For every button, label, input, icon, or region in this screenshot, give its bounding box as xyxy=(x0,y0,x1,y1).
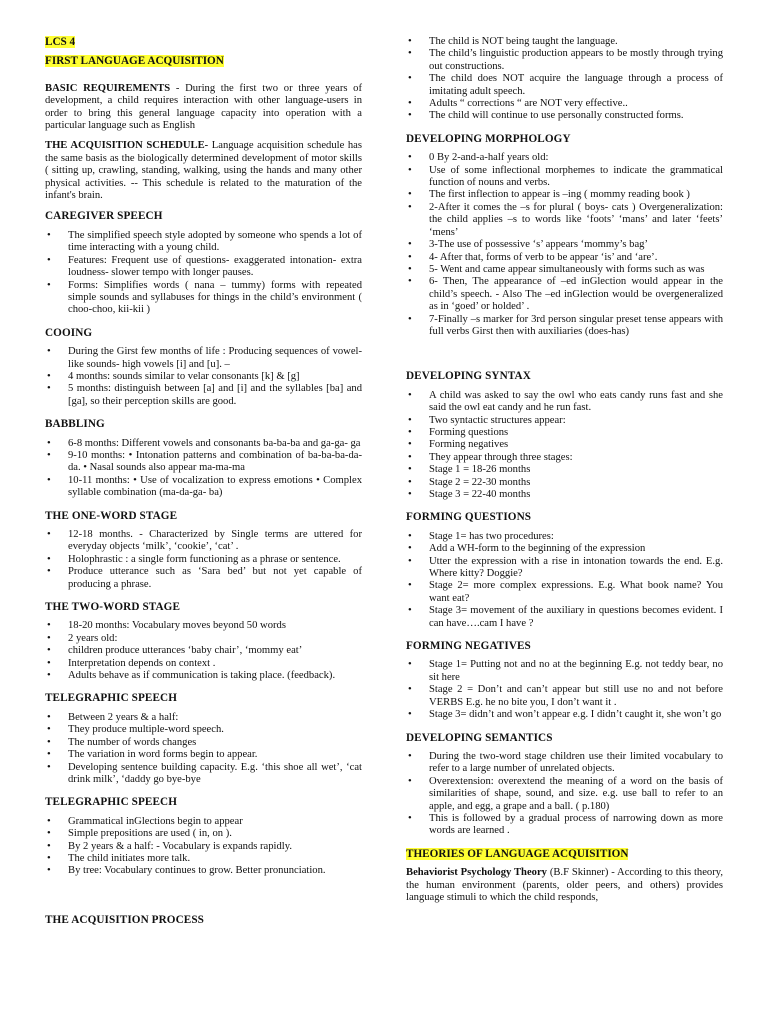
list-item: • The child initiates more talk. xyxy=(45,853,362,865)
list-item: • 4 months: sounds similar to velar consonants [k] & [g] xyxy=(45,371,362,383)
questions-heading: FORMING QUESTIONS xyxy=(406,511,532,524)
list-item: • 0 By 2-and-a-half years old: xyxy=(406,152,723,164)
morphology-heading: DEVELOPING MORPHOLOGY xyxy=(406,132,571,145)
one-word-heading: THE ONE-WORD STAGE xyxy=(45,509,178,522)
caregiver-list xyxy=(45,230,362,317)
doc-title: FIRST LANGUAGE ACQUISITION xyxy=(45,55,224,68)
list-item: • Simple prepositions are used ( in, on ). xyxy=(45,828,362,840)
list-item: • 10-11 months: • Use of vocalization to express emotions • Complex syllable combination (ma-da-ga- ba) xyxy=(45,475,362,500)
two-word-list xyxy=(45,620,362,682)
list-item: • Forms: Simplifies words ( nana – tummy) forms with repeated simple sounds and syllabuses for things in the child’s environment ( choo-choo, kii-kii ) xyxy=(45,280,362,317)
list-item: • Stage 1 = 18-26 months xyxy=(406,464,723,476)
list-item: • The variation in word forms begin to appear. xyxy=(45,749,362,761)
list-item: • Adults “ corrections “ are NOT very effective.. xyxy=(406,98,723,110)
list-item: • They appear through three stages: xyxy=(406,452,723,464)
right-column xyxy=(406,36,723,912)
list-item: • Stage 1= has two procedures: xyxy=(406,531,723,543)
acquisition-process-list xyxy=(406,36,723,123)
acquisition-process-heading: THE ACQUISITION PROCESS xyxy=(45,913,204,926)
semantics-heading: DEVELOPING SEMANTICS xyxy=(406,731,553,744)
negatives-list xyxy=(406,659,723,721)
list-item: • 12-18 months. - Characterized by Single terms are uttered for everyday objects ‘milk’, ‘cookie’, ‘cat’ . xyxy=(45,529,362,554)
list-item: • Holophrastic : a single form functioning as a phrase or sentence. xyxy=(45,554,362,566)
behaviorist-paragraph: Behaviorist Psychology Theory (B.F Skinner) - According to this theory, the human environment (parents, older peers, and others) provides language stimuli to which the child responds, xyxy=(406,867,724,903)
list-item: • Add a WH-form to the beginning of the expression xyxy=(406,543,723,555)
list-item: • 5 months: distinguish between [a] and [i] and the syllables [ba] and [ga], so their perception skills are good. xyxy=(45,383,362,408)
list-item: • 5- Went and came appear simultaneously with forms such as was xyxy=(406,264,723,276)
acquisition-schedule-paragraph: THE ACQUISITION SCHEDULE- Language acquisition schedule has the same basis as the biologically determined development of motor skills ( sitting up, crawling, standing, walking, using the hands and many other physical activities. -- This schedule is related to the maturation of the infant's brain. xyxy=(45,140,362,202)
list-item: • The child does NOT acquire the language through a process of imitating adult speech. xyxy=(406,73,723,98)
list-item: • The child’s linguistic production appears to be mostly through trying out constructions. xyxy=(406,48,723,73)
list-item: • The first inflection to appear is –ing ( mommy reading book ) xyxy=(406,189,723,201)
list-item: • Stage 3= movement of the auxiliary in questions becomes evident. I can have….cam I have ? xyxy=(406,605,723,630)
list-item: • Utter the expression with a rise in intonation towards the end. E.g. Where kitty? Doggie? xyxy=(406,556,723,581)
list-item: • Produce utterance such as ‘Sara bed’ but not yet capable of producing a phrase. xyxy=(45,566,362,591)
list-item: • Adults behave as if communication is taking place. (feedback). xyxy=(45,670,362,682)
caregiver-heading: CAREGIVER SPEECH xyxy=(45,210,163,223)
list-item: • During the Girst few months of life : Producing sequences of vowel-like sounds- high vowels [i] and [u]. – xyxy=(45,346,362,371)
negatives-heading: FORMING NEGATIVES xyxy=(406,640,531,653)
list-item: • The child is NOT being taught the language. xyxy=(406,36,723,48)
syntax-list xyxy=(406,390,723,502)
telegraphic-heading-2: TELEGRAPHIC SPEECH xyxy=(45,796,178,809)
list-item: • Features: Frequent use of questions- exaggerated intonation- extra loudness- slower tempo with longer pauses. xyxy=(45,255,362,280)
list-item: • By 2 years & a half: - Vocabulary is expands rapidly. xyxy=(45,841,362,853)
questions-list xyxy=(406,531,723,630)
list-item: • Stage 1= Putting not and no at the beginning E.g. not teddy bear, no sit here xyxy=(406,659,723,684)
one-word-list xyxy=(45,529,362,591)
list-item: • This is followed by a gradual process of narrowing down as more words are learned . xyxy=(406,813,723,838)
left-column xyxy=(45,36,362,933)
list-item: • By tree: Vocabulary continues to grow. Better pronunciation. xyxy=(45,865,362,877)
morphology-list xyxy=(406,152,723,338)
list-item: • 2-After it comes the –s for plural ( boys- cats ) Overgeneralization: the child applies –s to words like ‘foots’ ‘mans’ and later ‘feets’ ‘mens’ xyxy=(406,202,723,239)
list-item: • Forming questions xyxy=(406,427,723,439)
list-item: • The child will continue to use personally constructed forms. xyxy=(406,110,723,122)
list-item: • Developing sentence building capacity. E.g. ‘this shoe all wet’, ‘cat drink milk’, ‘daddy go bye-bye xyxy=(45,762,362,787)
list-item: • A child was asked to say the owl who eats candy runs fast and she said the owl eat candy and he run fast. xyxy=(406,390,723,415)
list-item: • Stage 2 = 22-30 months xyxy=(406,477,723,489)
telegraphic-list-1 xyxy=(45,712,362,786)
cooing-heading: COOING xyxy=(45,326,93,339)
list-item: • 9-10 months: • Intonation patterns and combination of ba-ba-ba-da-da. • Nasal sounds also appear ma-ma-ma xyxy=(45,450,362,475)
doc-code: LCS 4 xyxy=(45,36,76,48)
list-item: • Overextension: overextend the meaning of a word on the basis of similarities of shape, sound, and size. e.g. use ball to refer to an apple, and egg, a grape and a ball. ( p.180) xyxy=(406,776,723,813)
list-item: • 7-Finally –s marker for 3rd person singular preset tense appears with full verbs Girst then with auxiliaries (does-has) xyxy=(406,314,723,339)
list-item: • Between 2 years & a half: xyxy=(45,712,362,724)
basic-requirements-paragraph: BASIC REQUIREMENTS - During the first two or three years of development, a child requires interaction with other language-users in order to bring this general language capacity into operation with a particular language such as English xyxy=(45,82,363,132)
list-item: • Stage 3= didn’t and won’t appear e.g. I didn’t caught it, she won’t go xyxy=(406,709,723,721)
list-item: • 4- After that, forms of verb to be appear ‘is’ and ‘are’. xyxy=(406,252,723,264)
list-item: • 2 years old: xyxy=(45,633,362,645)
babbling-heading: BABBLING xyxy=(45,418,105,431)
list-item: • They produce multiple-word speech. xyxy=(45,724,362,736)
list-item: • children produce utterances ‘baby chair’, ‘mommy eat’ xyxy=(45,645,362,657)
list-item: • Forming negatives xyxy=(406,439,723,451)
semantics-list xyxy=(406,751,723,838)
babbling-list xyxy=(45,438,362,500)
list-item: • Use of some inflectional morphemes to indicate the grammatical function of nouns and verbs. xyxy=(406,165,723,190)
list-item: • Grammatical inGlections begin to appear xyxy=(45,816,362,828)
list-item: • 6-8 months: Different vowels and consonants ba-ba-ba and ga-ga- ga xyxy=(45,438,362,450)
telegraphic-heading-1: TELEGRAPHIC SPEECH xyxy=(45,692,178,705)
list-item: • Stage 2 = Don’t and can’t appear but still use no and not before VERBS E.g. he no bite you, I don’t want it . xyxy=(406,684,723,709)
syntax-heading: DEVELOPING SYNTAX xyxy=(406,370,531,383)
list-item: • During the two-word stage children use their limited vocabulary to refer to a large number of unrelated objects. xyxy=(406,751,723,776)
list-item: • Two syntactic structures appear: xyxy=(406,415,723,427)
cooing-list xyxy=(45,346,362,408)
list-item: • The number of words changes xyxy=(45,737,362,749)
list-item: • 3-The use of possessive ‘s’ appears ‘mommy’s bag’ xyxy=(406,239,723,251)
telegraphic-list-2 xyxy=(45,816,362,878)
list-item: • 18-20 months: Vocabulary moves beyond 50 words xyxy=(45,620,362,632)
theories-heading: THEORIES OF LANGUAGE ACQUISITION xyxy=(406,847,629,860)
list-item: • 6- Then, The appearance of –ed inGlection would appear in the child’s speech. - Also The –ed inGlection would be overgeneralized as in ‘goed’ or holded’ . xyxy=(406,276,723,313)
two-word-heading: THE TWO-WORD STAGE xyxy=(45,601,181,614)
list-item: • Interpretation depends on context . xyxy=(45,658,362,670)
list-item: • The simplified speech style adopted by someone who spends a lot of time interacting with a young child. xyxy=(45,230,362,255)
list-item: • Stage 2= more complex expressions. E.g. What book name? You want eat? xyxy=(406,580,723,605)
list-item: • Stage 3 = 22-40 months xyxy=(406,489,723,501)
